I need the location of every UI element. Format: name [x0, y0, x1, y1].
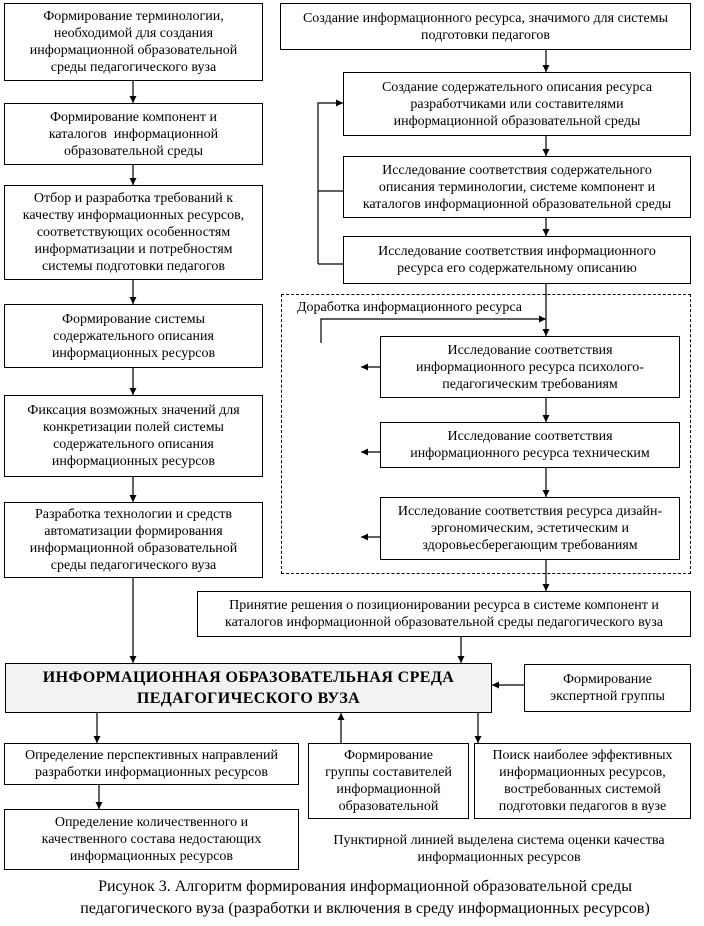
step-composition: Определение количественного и качественного состава недостающих информационных ресурсов: [4, 809, 299, 870]
main-environment-box: ИНФОРМАЦИОННАЯ ОБРАЗОВАТЕЛЬНАЯ СРЕДА ПЕДАГОГИЧЕСКОГО ВУЗА: [5, 663, 492, 713]
step-search-resources: Поиск наиболее эффективных информационных ресурсов, востребованных системой подготовки педагогов в вузе: [474, 743, 691, 819]
step-check-terminology: Исследование соответствия содержательного описания терминологии, системе компонент и каталогов информационной образовательной среды: [343, 156, 691, 218]
step-positioning-decision: Принятие решения о позиционировании ресурса в системе компонент и каталогов информационной образовательной среды педагогического вуза: [197, 591, 691, 637]
step-describe-resource: Создание содержательного описания ресурса разработчиками или составителями информационной образовательной среды: [343, 72, 691, 136]
rework-label: Доработка информационного ресурса: [297, 300, 522, 315]
step-quality-requirements: Отбор и разработка требований к качеству информационных ресурсов, соответствующих особенностям информатизации и потребностям системы подготовки педагогов: [4, 185, 263, 280]
step-field-values: Фиксация возможных значений для конкретизации полей системы содержательного описания информационных ресурсов: [4, 395, 263, 477]
step-check-description: Исследование соответствия информационного ресурса его содержательному описанию: [343, 236, 691, 284]
quality-step-psych-pedagogical: Исследование соответствия информационного ресурса психолого- педагогическим требованиям: [380, 336, 680, 398]
step-compilers-group: Формирование группы составителей информационной образовательной: [308, 743, 469, 819]
quality-step-design: Исследование соответствия ресурса дизайн- эргономическим, эстетическим и здоровьесберегающим требованиям: [380, 497, 680, 560]
dashed-line-note: Пунктирной линией выделена система оценки качества информационных ресурсов: [333, 833, 665, 865]
feedback-arrow-to-describe: [318, 103, 343, 264]
step-expert-group: Формирование экспертной группы: [524, 664, 691, 712]
step-automation-tools: Разработка технологии и средств автоматизации формирования информационной образовательной среды педагогического вуза: [4, 502, 263, 578]
step-directions: Определение перспективных направлений разработки информационных ресурсов: [4, 743, 299, 785]
quality-step-technical: Исследование соответствия информационного ресурса техническим: [380, 422, 680, 468]
step-create-resource: Создание информационного ресурса, значимого для системы подготовки педагогов: [280, 3, 691, 50]
step-components-catalogs: Формирование компонент и каталогов информационной образовательной среды: [4, 103, 263, 165]
step-description-system: Формирование системы содержательного описания информационных ресурсов: [4, 304, 263, 368]
figure-caption: Рисунок 3. Алгоритм формирования информационной образовательной среды педагогического вуза (разработки и включения в среду информационных ресурсов): [80, 878, 650, 917]
step-terminology: Формирование терминологии, необходимой для создания информационной образовательной среды педагогического вуза: [4, 3, 263, 81]
